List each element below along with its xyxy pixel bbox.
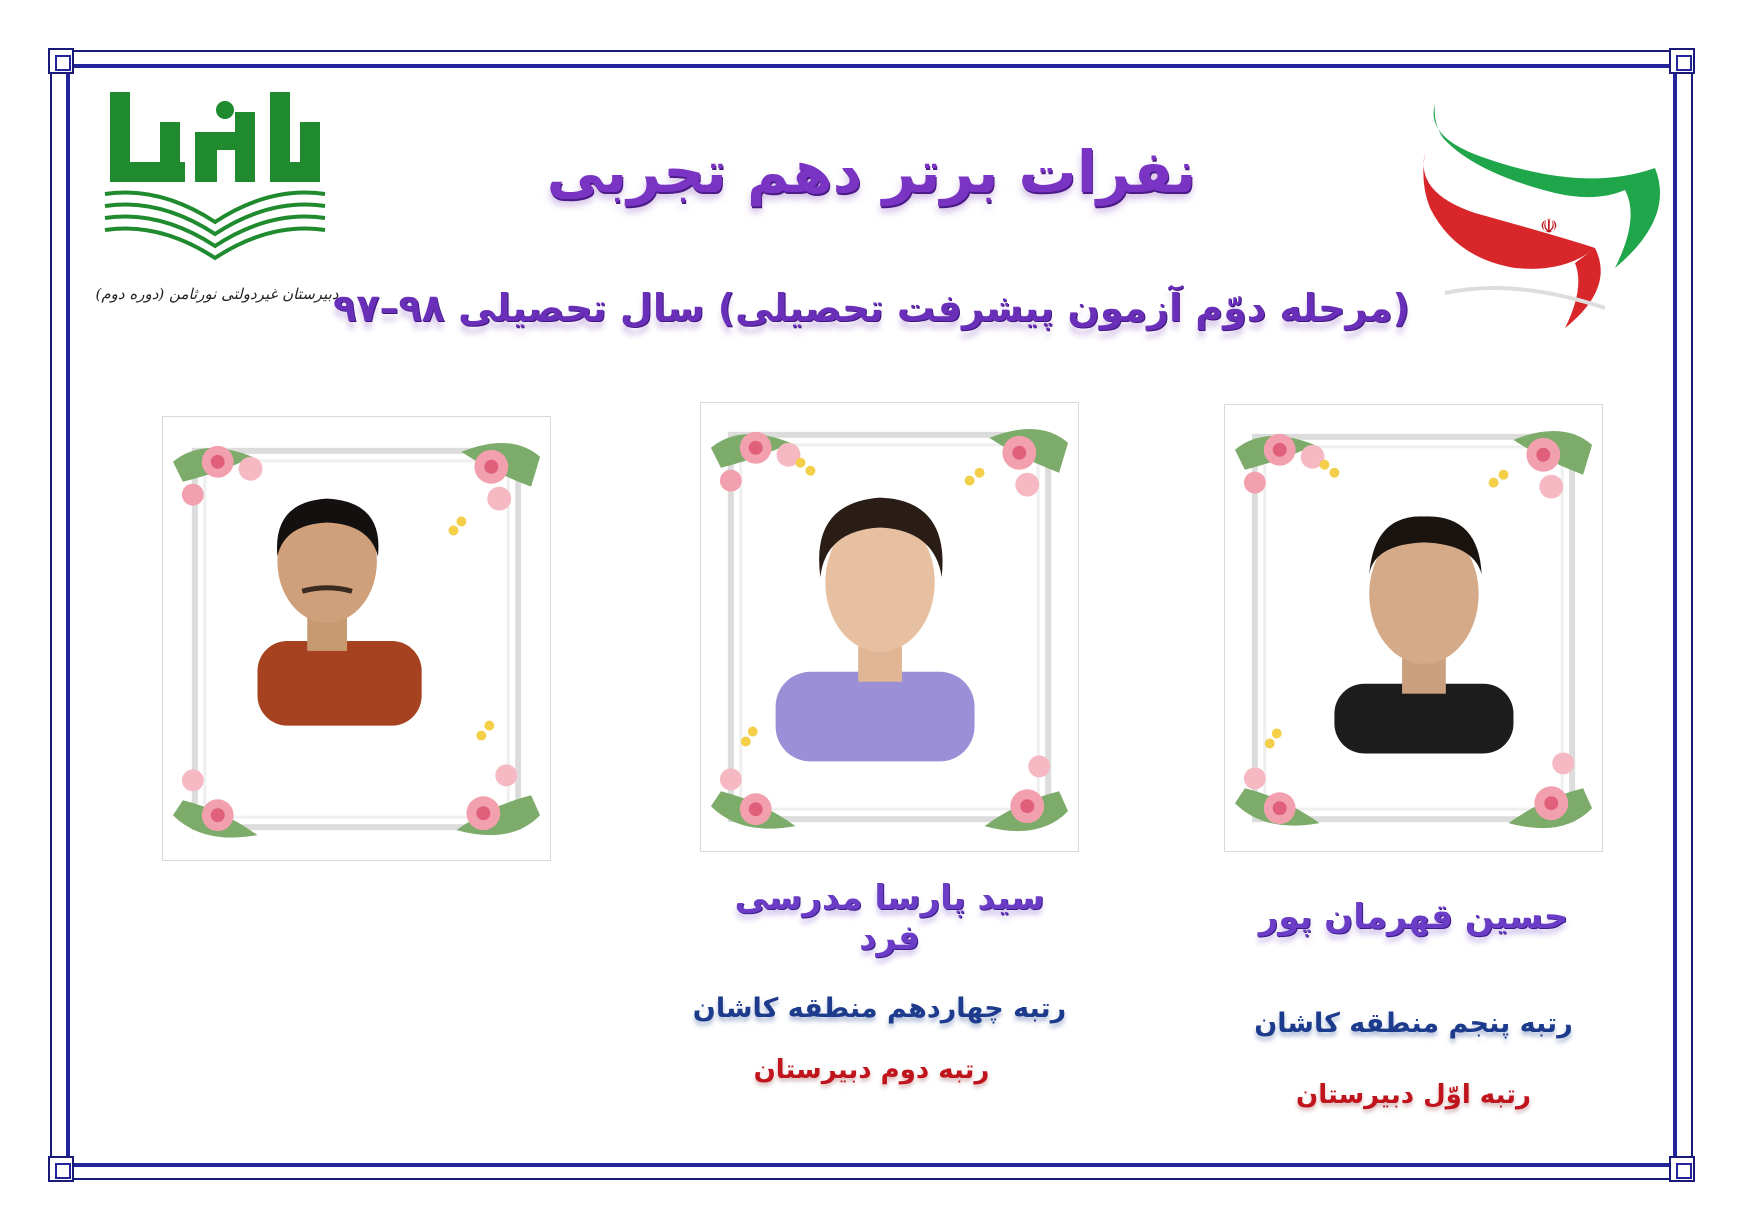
corner-ornament-bottom-left xyxy=(48,1156,74,1182)
flower-cluster-top-right xyxy=(1489,431,1592,499)
flower-cluster-top-left xyxy=(173,446,263,506)
corner-ornament-bottom-right xyxy=(1669,1156,1695,1182)
page-title: نفرات برتر دهم تجربی xyxy=(546,138,1197,206)
flower-cluster-bottom-right xyxy=(456,721,540,835)
flower-cluster-bottom-left xyxy=(1235,729,1320,826)
page-subtitle: (مرحله دوّم آزمون پیشرفت تحصیلی) سال تحصیلی ۹۸–۹۷ xyxy=(333,286,1410,330)
student-photo xyxy=(258,499,422,726)
flower-cluster-top-right xyxy=(449,443,541,535)
student-region-rank: رتبه پنجم منطقه کاشان xyxy=(1254,1008,1573,1039)
flower-cluster-top-right xyxy=(965,429,1068,497)
floral-photo-frame xyxy=(1225,405,1602,851)
student-school-rank: رتبه اوّل دبیرستان xyxy=(1296,1080,1531,1110)
student-region-rank: رتبه چهاردهم منطقه کاشان xyxy=(692,993,1067,1024)
corner-ornament-top-right xyxy=(1669,48,1695,74)
student-photo xyxy=(1334,516,1513,753)
floral-photo-frame xyxy=(701,403,1078,851)
flower-cluster-top-left xyxy=(711,432,815,492)
student-photo xyxy=(776,498,975,762)
student-name: حسین قهرمان پور xyxy=(1258,897,1569,937)
flower-cluster-top-left xyxy=(1235,434,1339,494)
svg-text:☫: ☫ xyxy=(1540,214,1558,238)
student-photo-card-3 xyxy=(162,416,551,861)
flower-cluster-bottom-left xyxy=(173,769,258,837)
flower-cluster-bottom-right xyxy=(984,755,1068,831)
student-photo-card-2 xyxy=(700,402,1079,852)
student-name: سید پارسا مدرسی فرد xyxy=(734,878,1045,958)
student-photo-card-1 xyxy=(1224,404,1603,852)
corner-ornament-top-left xyxy=(48,48,74,74)
floral-photo-frame xyxy=(163,417,550,860)
logo-caption: دبیرستان غیردولتی نورثامن (دوره دوم) xyxy=(95,285,339,303)
student-school-rank: رتبه دوم دبیرستان xyxy=(753,1055,990,1085)
flower-cluster-bottom-right xyxy=(1508,752,1592,828)
